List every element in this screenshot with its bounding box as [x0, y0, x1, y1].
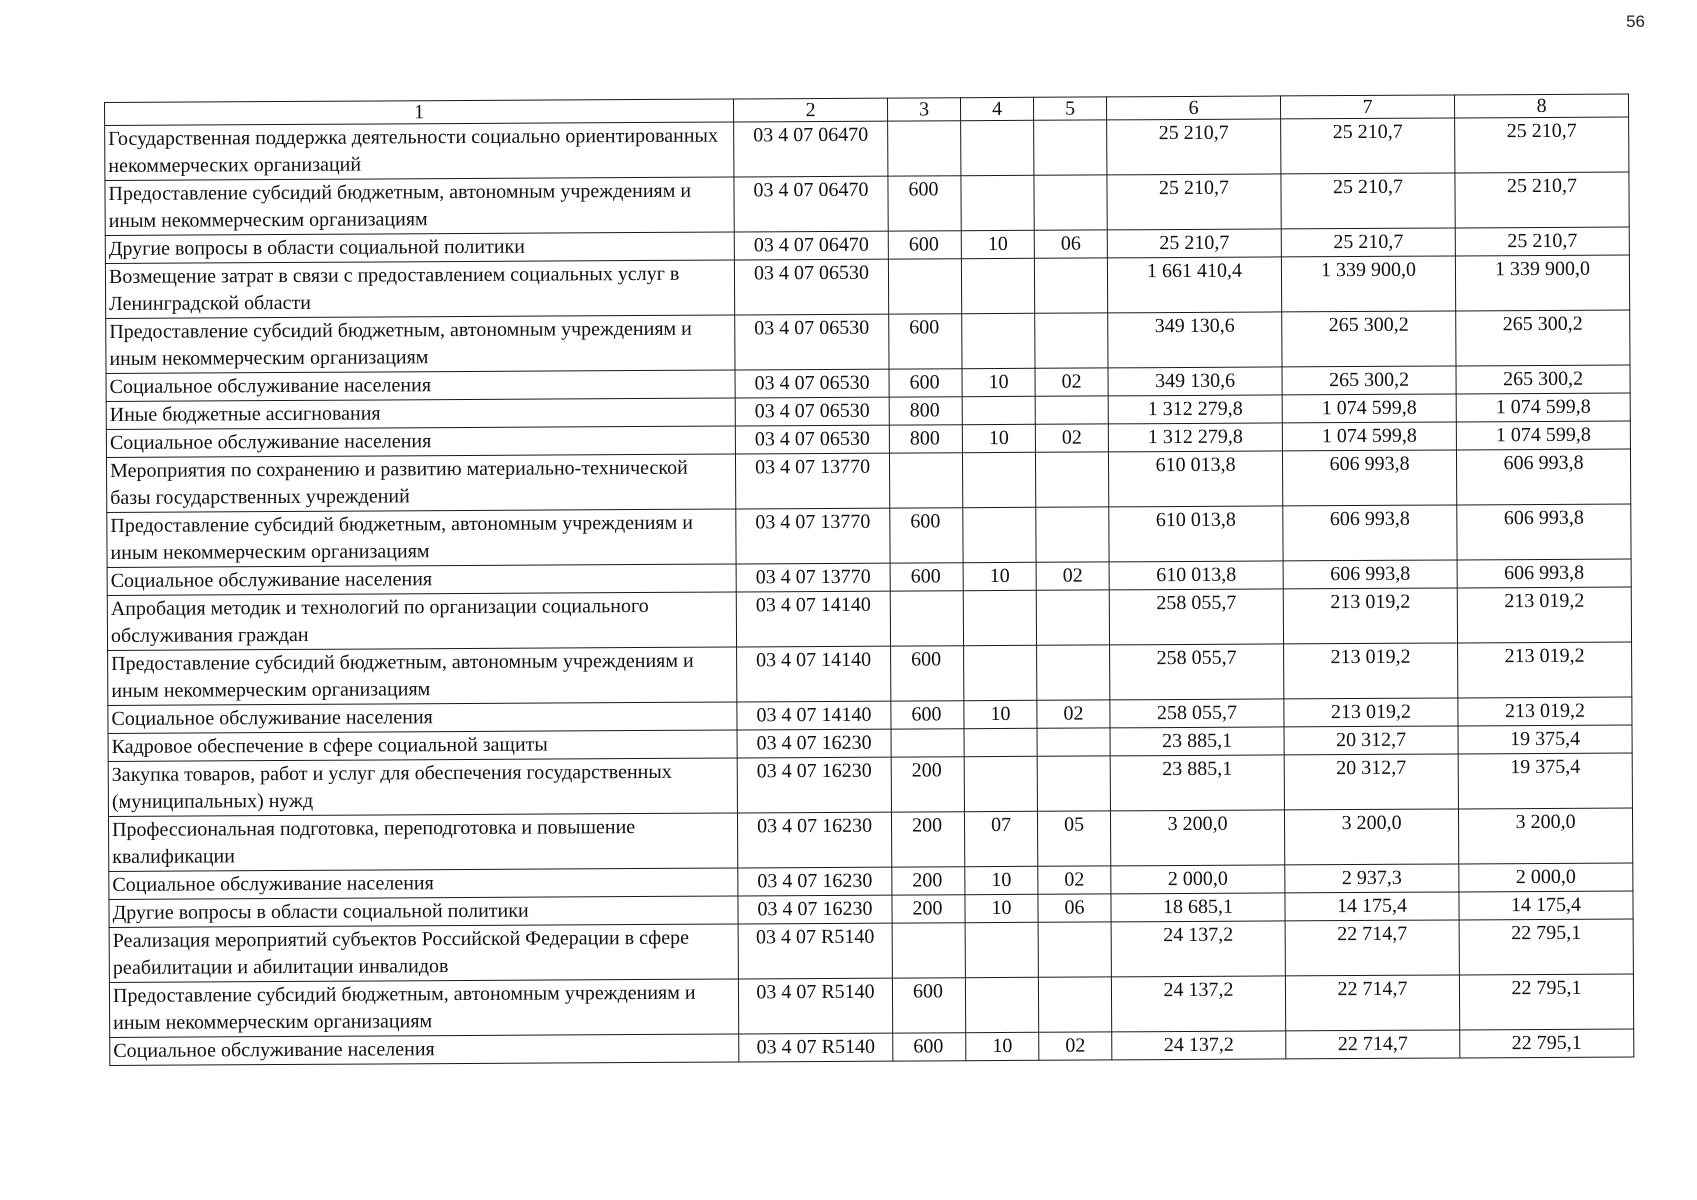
table-row [108, 642, 1632, 706]
amount-col7-cell: 1 339 900,0 [1281, 256, 1455, 312]
amount-col7-cell: 25 210,7 [1281, 228, 1455, 257]
amount-col6-cell: 25 210,7 [1107, 119, 1281, 175]
amount-col7-cell: 606 993,8 [1283, 560, 1457, 589]
amount-col7-cell: 265 300,2 [1282, 366, 1456, 395]
amount-col6-cell: 349 130,6 [1108, 367, 1282, 396]
subsection-cell [1034, 175, 1107, 230]
row-name-cell: Предоставление субсидий бюджетным, автономным учреждениям и иным некоммерческим организациям [108, 647, 737, 706]
amount-col6-cell: 25 210,7 [1107, 229, 1281, 258]
row-name-cell: Апробация методик и технологий по организации социального обслуживания граждан [107, 592, 736, 651]
row-name-cell: Предоставление субсидий бюджетным, автономным учреждениям и иным некоммерческим организациям [109, 979, 738, 1038]
row-name-cell: Социальное обслуживание населения [108, 702, 737, 734]
amount-col8-cell: 14 175,4 [1459, 891, 1633, 920]
row-name-cell: Социальное обслуживание населения [110, 1034, 739, 1066]
subsection-cell: 02 [1038, 866, 1111, 894]
expense-type-cell: 600 [891, 646, 964, 701]
section-cell [961, 120, 1034, 175]
subsection-cell: 06 [1038, 894, 1111, 922]
subsection-cell: 02 [1037, 700, 1110, 728]
target-code-cell: 03 4 07 R5140 [739, 1033, 893, 1062]
amount-col7-cell: 213 019,2 [1284, 698, 1458, 727]
section-cell: 10 [961, 230, 1034, 258]
amount-col6-cell: 3 200,0 [1110, 810, 1284, 866]
subsection-cell [1035, 452, 1108, 507]
column-header: 2 [733, 98, 887, 122]
amount-col8-cell: 25 210,7 [1455, 117, 1629, 173]
amount-col6-cell: 258 055,7 [1110, 644, 1284, 700]
table-row [106, 310, 1630, 374]
target-code-cell: 03 4 07 14140 [736, 591, 890, 647]
expense-type-cell [888, 259, 961, 314]
amount-col8-cell: 265 300,2 [1456, 310, 1630, 366]
expense-type-cell: 600 [891, 701, 964, 729]
expense-type-cell: 200 [892, 895, 965, 923]
amount-col6-cell: 24 137,2 [1112, 1031, 1286, 1060]
expense-type-cell: 600 [889, 369, 962, 397]
expense-type-cell: 200 [892, 867, 965, 895]
expense-type-cell [888, 121, 961, 176]
section-cell [964, 645, 1037, 700]
amount-col8-cell: 3 200,0 [1458, 808, 1632, 864]
column-header: 1 [105, 99, 734, 126]
amount-col6-cell: 1 312 279,8 [1108, 395, 1282, 424]
amount-col6-cell: 258 055,7 [1109, 589, 1283, 645]
subsection-cell [1034, 258, 1107, 313]
subsection-cell [1034, 120, 1107, 175]
amount-col6-cell: 23 885,1 [1110, 755, 1284, 811]
target-code-cell: 03 4 07 R5140 [738, 978, 892, 1034]
expense-type-cell [890, 591, 963, 646]
expense-type-cell: 800 [889, 425, 962, 453]
section-cell [961, 175, 1034, 230]
page-number: 56 [1626, 12, 1645, 31]
amount-col7-cell: 213 019,2 [1284, 643, 1458, 699]
amount-col6-cell: 610 013,8 [1108, 451, 1282, 507]
row-name-cell: Профессиональная подготовка, переподготовка и повышение квалификации [108, 813, 737, 872]
amount-col7-cell: 20 312,7 [1284, 726, 1458, 755]
subsection-cell: 02 [1039, 1032, 1112, 1060]
section-cell [963, 590, 1036, 645]
amount-col8-cell: 19 375,4 [1458, 753, 1632, 809]
amount-col8-cell: 22 795,1 [1459, 974, 1633, 1030]
section-cell: 10 [965, 894, 1038, 922]
expense-type-cell: 600 [893, 1033, 966, 1061]
row-name-cell: Предоставление субсидий бюджетным, автономным учреждениям и иным некоммерческим организациям [106, 315, 735, 374]
subsection-cell [1037, 645, 1110, 700]
target-code-cell: 03 4 07 16230 [737, 812, 891, 868]
table-row [106, 449, 1630, 513]
subsection-cell [1036, 590, 1109, 645]
section-cell: 10 [963, 562, 1036, 590]
subsection-cell: 02 [1036, 562, 1109, 590]
amount-col7-cell: 1 074 599,8 [1282, 422, 1456, 451]
amount-col7-cell: 20 312,7 [1284, 754, 1458, 810]
target-code-cell: 03 4 07 06470 [734, 176, 888, 232]
row-name-cell: Закупка товаров, работ и услуг для обеспечения государственных (муниципальных) нужд [108, 758, 737, 817]
expense-type-cell: 600 [890, 508, 963, 563]
expense-type-cell [892, 923, 965, 978]
subsection-cell: 02 [1035, 424, 1108, 452]
table-row [105, 255, 1629, 319]
amount-col8-cell: 213 019,2 [1458, 642, 1632, 698]
amount-col6-cell: 1 312 279,8 [1108, 423, 1282, 452]
target-code-cell: 03 4 07 06530 [734, 259, 888, 315]
target-code-cell: 03 4 07 06470 [734, 231, 888, 260]
target-code-cell: 03 4 07 13770 [735, 453, 889, 509]
row-name-cell: Возмещение затрат в связи с предоставлением социальных услуг в Ленинградской области [105, 260, 734, 319]
expense-type-cell: 200 [891, 812, 964, 867]
table-row [109, 919, 1633, 983]
row-name-cell: Мероприятия по сохранению и развитию материально-технической базы государственных учреждений [106, 454, 735, 513]
expense-type-cell: 600 [889, 314, 962, 369]
section-cell: 07 [964, 811, 1037, 866]
amount-col8-cell: 22 795,1 [1459, 919, 1633, 975]
row-name-cell: Реализация мероприятий субъектов Российской Федерации в сфере реабилитации и абилитации инвалидов [109, 924, 738, 983]
target-code-cell: 03 4 07 06470 [734, 121, 888, 177]
section-cell [962, 313, 1035, 368]
table-row [105, 117, 1629, 181]
subsection-cell [1038, 922, 1111, 977]
row-name-cell: Другие вопросы в области социальной политики [105, 232, 734, 264]
amount-col6-cell: 2 000,0 [1111, 865, 1285, 894]
row-name-cell: Социальное обслуживание населения [107, 564, 736, 596]
amount-col6-cell: 1 661 410,4 [1107, 257, 1281, 313]
expense-type-cell: 200 [891, 757, 964, 812]
section-cell: 10 [962, 424, 1035, 452]
section-cell [964, 756, 1037, 811]
section-cell [963, 507, 1036, 562]
amount-col7-cell: 22 714,7 [1286, 1030, 1460, 1059]
amount-col8-cell: 606 993,8 [1457, 559, 1631, 588]
subsection-cell: 02 [1035, 368, 1108, 396]
target-code-cell: 03 4 07 13770 [736, 563, 890, 592]
amount-col8-cell: 213 019,2 [1458, 697, 1632, 726]
subsection-cell [1037, 756, 1110, 811]
column-header: 3 [887, 98, 960, 121]
amount-col7-cell: 25 210,7 [1281, 118, 1455, 174]
amount-col8-cell: 213 019,2 [1457, 587, 1631, 643]
amount-col7-cell: 22 714,7 [1285, 920, 1459, 976]
amount-col8-cell: 1 339 900,0 [1455, 255, 1629, 311]
target-code-cell: 03 4 07 16230 [738, 895, 892, 924]
amount-col6-cell: 24 137,2 [1111, 921, 1285, 977]
row-name-cell: Предоставление субсидий бюджетным, автономным учреждениям и иным некоммерческим организациям [107, 509, 736, 568]
subsection-cell: 06 [1034, 230, 1107, 258]
amount-col6-cell: 610 013,8 [1109, 506, 1283, 562]
table-row [105, 172, 1629, 236]
target-code-cell: 03 4 07 13770 [736, 508, 890, 564]
amount-col8-cell: 2 000,0 [1459, 863, 1633, 892]
column-header: 4 [960, 97, 1033, 120]
amount-col8-cell: 265 300,2 [1456, 365, 1630, 394]
target-code-cell: 03 4 07 16230 [737, 729, 891, 758]
row-name-cell: Кадровое обеспечение в сфере социальной защиты [108, 730, 737, 762]
column-header: 8 [1454, 94, 1628, 118]
table-row [107, 587, 1631, 651]
amount-col8-cell: 606 993,8 [1457, 504, 1631, 560]
amount-col7-cell: 1 074 599,8 [1282, 394, 1456, 423]
target-code-cell: 03 4 07 06530 [735, 369, 889, 398]
section-cell [965, 922, 1038, 977]
row-name-cell: Социальное обслуживание населения [106, 370, 735, 402]
expense-type-cell [889, 453, 962, 508]
amount-col7-cell: 213 019,2 [1283, 588, 1457, 644]
expense-type-cell: 600 [890, 563, 963, 591]
subsection-cell [1036, 507, 1109, 562]
amount-col6-cell: 258 055,7 [1110, 699, 1284, 728]
amount-col7-cell: 265 300,2 [1282, 311, 1456, 367]
section-cell [962, 452, 1035, 507]
table-row [108, 753, 1632, 817]
amount-col6-cell: 18 685,1 [1111, 893, 1285, 922]
amount-col8-cell: 606 993,8 [1456, 449, 1630, 505]
target-code-cell: 03 4 07 14140 [737, 646, 891, 702]
table-row [108, 808, 1632, 872]
expense-type-cell [891, 729, 964, 757]
amount-col6-cell: 24 137,2 [1111, 976, 1285, 1032]
amount-col7-cell: 22 714,7 [1285, 975, 1459, 1031]
row-name-cell: Социальное обслуживание населения [106, 426, 735, 458]
section-cell: 10 [964, 700, 1037, 728]
amount-col7-cell: 25 210,7 [1281, 173, 1455, 229]
target-code-cell: 03 4 07 16230 [737, 757, 891, 813]
expense-type-cell: 800 [889, 397, 962, 425]
section-cell [964, 728, 1037, 756]
target-code-cell: 03 4 07 14140 [737, 701, 891, 730]
table-row [107, 504, 1631, 568]
row-name-cell: Иные бюджетные ассигнования [106, 398, 735, 430]
subsection-cell [1035, 313, 1108, 368]
expense-type-cell: 600 [892, 978, 965, 1033]
row-name-cell: Социальное обслуживание населения [109, 868, 738, 900]
amount-col7-cell: 2 937,3 [1285, 864, 1459, 893]
row-name-cell: Предоставление субсидий бюджетным, автономным учреждениям и иным некоммерческим организациям [105, 177, 734, 236]
amount-col6-cell: 349 130,6 [1108, 312, 1282, 368]
amount-col7-cell: 606 993,8 [1283, 505, 1457, 561]
target-code-cell: 03 4 07 R5140 [738, 923, 892, 979]
amount-col7-cell: 3 200,0 [1284, 809, 1458, 865]
section-cell [961, 258, 1034, 313]
section-cell: 10 [965, 866, 1038, 894]
column-header: 7 [1280, 95, 1454, 119]
subsection-cell [1037, 728, 1110, 756]
amount-col8-cell: 1 074 599,8 [1456, 421, 1630, 450]
amount-col6-cell: 610 013,8 [1109, 561, 1283, 590]
target-code-cell: 03 4 07 06530 [735, 314, 889, 370]
amount-col8-cell: 25 210,7 [1455, 227, 1629, 256]
column-header: 6 [1106, 96, 1280, 120]
row-name-cell: Другие вопросы в области социальной политики [109, 896, 738, 928]
target-code-cell: 03 4 07 16230 [738, 867, 892, 896]
row-name-cell: Государственная поддержка деятельности социально ориентированных некоммерческих организаций [105, 122, 734, 181]
amount-col7-cell: 14 175,4 [1285, 892, 1459, 921]
table-row [109, 974, 1633, 1038]
subsection-cell [1035, 396, 1108, 424]
section-cell: 10 [966, 1032, 1039, 1060]
section-cell [965, 977, 1038, 1032]
amount-col6-cell: 25 210,7 [1107, 174, 1281, 230]
amount-col7-cell: 606 993,8 [1282, 450, 1456, 506]
amount-col8-cell: 19 375,4 [1458, 725, 1632, 754]
expense-type-cell: 600 [888, 176, 961, 231]
amount-col6-cell: 23 885,1 [1110, 727, 1284, 756]
expense-type-cell: 600 [888, 231, 961, 259]
section-cell [962, 396, 1035, 424]
column-header: 5 [1033, 97, 1106, 120]
amount-col8-cell: 25 210,7 [1455, 172, 1629, 228]
amount-col8-cell: 1 074 599,8 [1456, 393, 1630, 422]
target-code-cell: 03 4 07 06530 [735, 425, 889, 454]
budget-table [104, 93, 1634, 1066]
subsection-cell [1038, 977, 1111, 1032]
subsection-cell: 05 [1037, 811, 1110, 866]
section-cell: 10 [962, 368, 1035, 396]
amount-col8-cell: 22 795,1 [1460, 1029, 1634, 1058]
target-code-cell: 03 4 07 06530 [735, 397, 889, 426]
